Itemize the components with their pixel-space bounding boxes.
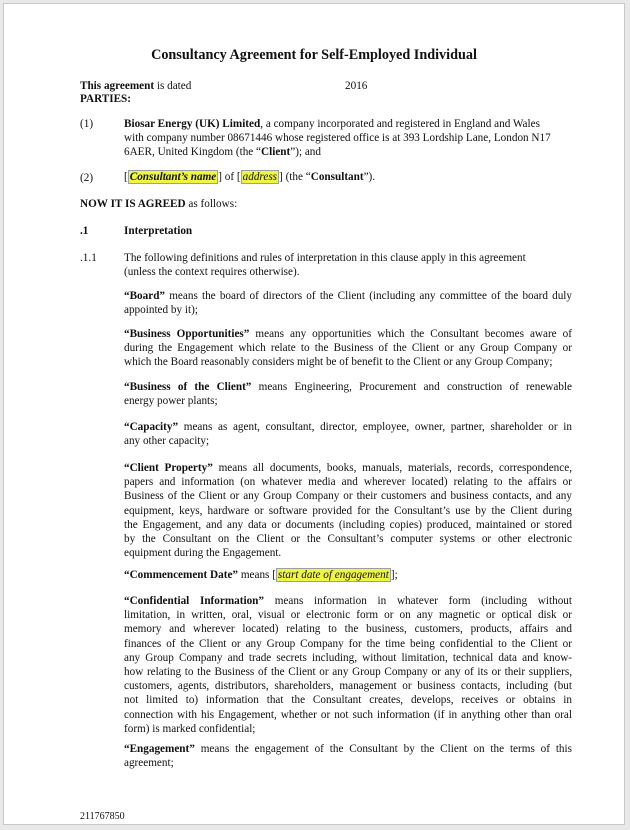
parties-heading: PARTIES: xyxy=(80,93,131,105)
party1-client: Client xyxy=(261,146,291,159)
definition-line: means as agent, consultant, director, employee, owner, partner, shareholder or in xyxy=(178,421,572,433)
definition-capacity xyxy=(124,420,572,448)
definition-line: means the engagement of the Consultant by the Client on the terms of this xyxy=(194,743,572,755)
agreed-bold: NOW IT IS AGREED xyxy=(80,198,186,210)
definition-line: means Engineering, Procurement and construction of renewable xyxy=(251,381,573,393)
definition-term: “Engagement” xyxy=(124,743,195,755)
party2-text xyxy=(124,170,375,184)
clause-number: .1.1 xyxy=(80,252,97,264)
agreed-rest: as follows: xyxy=(185,198,238,210)
definition-line: form) is marked confidential; xyxy=(124,722,256,735)
document-reference-number: 211767850 xyxy=(80,811,125,822)
definition-line: how relating to the Business of the Client or any Group Company or any of its or their suppliers, xyxy=(124,666,572,679)
agreed-line xyxy=(80,197,237,211)
section-number: .1 xyxy=(80,225,89,237)
party1-line3-post: ”); and xyxy=(290,146,321,159)
definition-commencement-date xyxy=(124,568,572,582)
definition-line: equipment, keys, hardware or software provided for the Consultant’s use by the Client during xyxy=(124,504,572,517)
start-date-field[interactable]: start date of engagement xyxy=(277,569,389,581)
definition-term: “Board” xyxy=(124,290,166,302)
definition-business-of-client xyxy=(124,380,572,408)
definition-line: ]; xyxy=(390,569,398,581)
definition-line: not limited to) information that the Consultant creates, develops, receives or obtains in xyxy=(124,694,572,707)
definition-line: appointed by it); xyxy=(124,304,198,317)
party1-line1: , a company incorporated and registered in England and Wales xyxy=(260,118,540,130)
party1-name: Biosar Energy (UK) Limited xyxy=(124,118,261,130)
definition-line: by the Consultant on the Client or the Consultant’s computer systems or other electronic xyxy=(124,533,572,546)
definition-line: papers and information (on whatever media and wherever located) relating to the affairs or xyxy=(124,476,572,489)
definition-line: the Engagement, and any data or documents (including copies) produced, maintained or stored xyxy=(124,518,572,531)
party1-number: (1) xyxy=(80,118,94,130)
clause-text xyxy=(124,251,574,279)
definition-term: “Client Property” xyxy=(124,462,213,474)
definition-line: equipment during the Engagement. xyxy=(124,547,282,560)
definition-business-opportunities xyxy=(124,327,572,370)
definition-engagement xyxy=(124,742,572,770)
definition-line: means any opportunities which the Consultant becomes aware of xyxy=(249,328,572,340)
clause-line1: The following definitions and rules of interpretation in this clause apply in this agreement xyxy=(124,252,526,264)
definition-term: “Business of the Client” xyxy=(124,381,252,393)
party1-line3-pre: 6AER, United Kingdom (the “ xyxy=(124,146,262,159)
definition-line: finances of the Client or any Group Company for the time being confidential to the Client or xyxy=(124,637,572,650)
definition-client-property xyxy=(124,461,572,560)
dated-rest: is dated xyxy=(154,80,192,92)
definition-line: means [ xyxy=(238,569,276,581)
definition-line: means information in whatever form (including without xyxy=(264,595,572,607)
definition-line: which the Board reasonably considers might be of benefit to the Client or any Group Company; xyxy=(124,356,553,369)
definition-confidential-information xyxy=(124,594,572,736)
document-title: Consultancy Agreement for Self-Employed Individual xyxy=(151,47,477,63)
party2-number: (2) xyxy=(80,172,94,184)
definition-line: limitation, in written, oral, visual or electronic form or on any magnetic or optical disk or xyxy=(124,609,572,622)
definition-line: means the board of directors of the Client (including any committee of the board duly xyxy=(165,290,572,302)
definition-line: any other capacity; xyxy=(124,435,210,448)
party2-end: ”). xyxy=(363,171,376,183)
party2-close: ] (the “ xyxy=(279,171,311,183)
dated-lead: This agreement xyxy=(80,80,155,92)
consultant-address-field[interactable]: address xyxy=(242,171,278,183)
definition-line: means all documents, books, manuals, materials, records, correspondence, xyxy=(212,462,573,474)
dated-year: 2016 xyxy=(345,80,368,92)
document-page xyxy=(3,3,625,825)
definition-line: Business of the Client or any Group Company or their customers and business contacts, and any xyxy=(124,490,572,503)
definition-term: “Confidential Information” xyxy=(124,595,264,607)
definition-term: “Business Opportunities” xyxy=(124,328,250,340)
party2-open: [ xyxy=(124,171,128,183)
definition-term: “Commencement Date” xyxy=(124,569,239,581)
definition-term: “Capacity” xyxy=(124,421,179,433)
party2-consultant: Consultant xyxy=(310,171,364,183)
definition-line: any Group Company and trade secrets including, without limitation, technical data and know- xyxy=(124,651,572,664)
definition-line: energy power plants; xyxy=(124,395,218,408)
definition-board xyxy=(124,289,572,317)
definition-line: memory and wherever located) relating to the business, customers, products, affairs and xyxy=(124,623,572,636)
clause-line2: (unless the context requires otherwise). xyxy=(124,266,300,279)
party1-line2: with company number 08671446 whose registered office is at 393 Lordship Lane, London N17 xyxy=(124,132,551,145)
consultant-name-field[interactable]: Consultant’s name xyxy=(129,171,217,183)
party2-mid: ] of [ xyxy=(218,171,241,183)
definition-line: connection with his Engagement, whether or not such information (if in anything other than oral xyxy=(124,708,572,721)
section-heading: Interpretation xyxy=(124,225,193,237)
definition-line: agreement; xyxy=(124,757,174,770)
party1-text xyxy=(124,117,574,160)
definition-line: customers, agents, distributors, shareholders, management or business contacts, including (but xyxy=(124,680,572,693)
definition-line: during the Engagement which relate to the Business of the Client or any Group Company or xyxy=(124,342,572,355)
